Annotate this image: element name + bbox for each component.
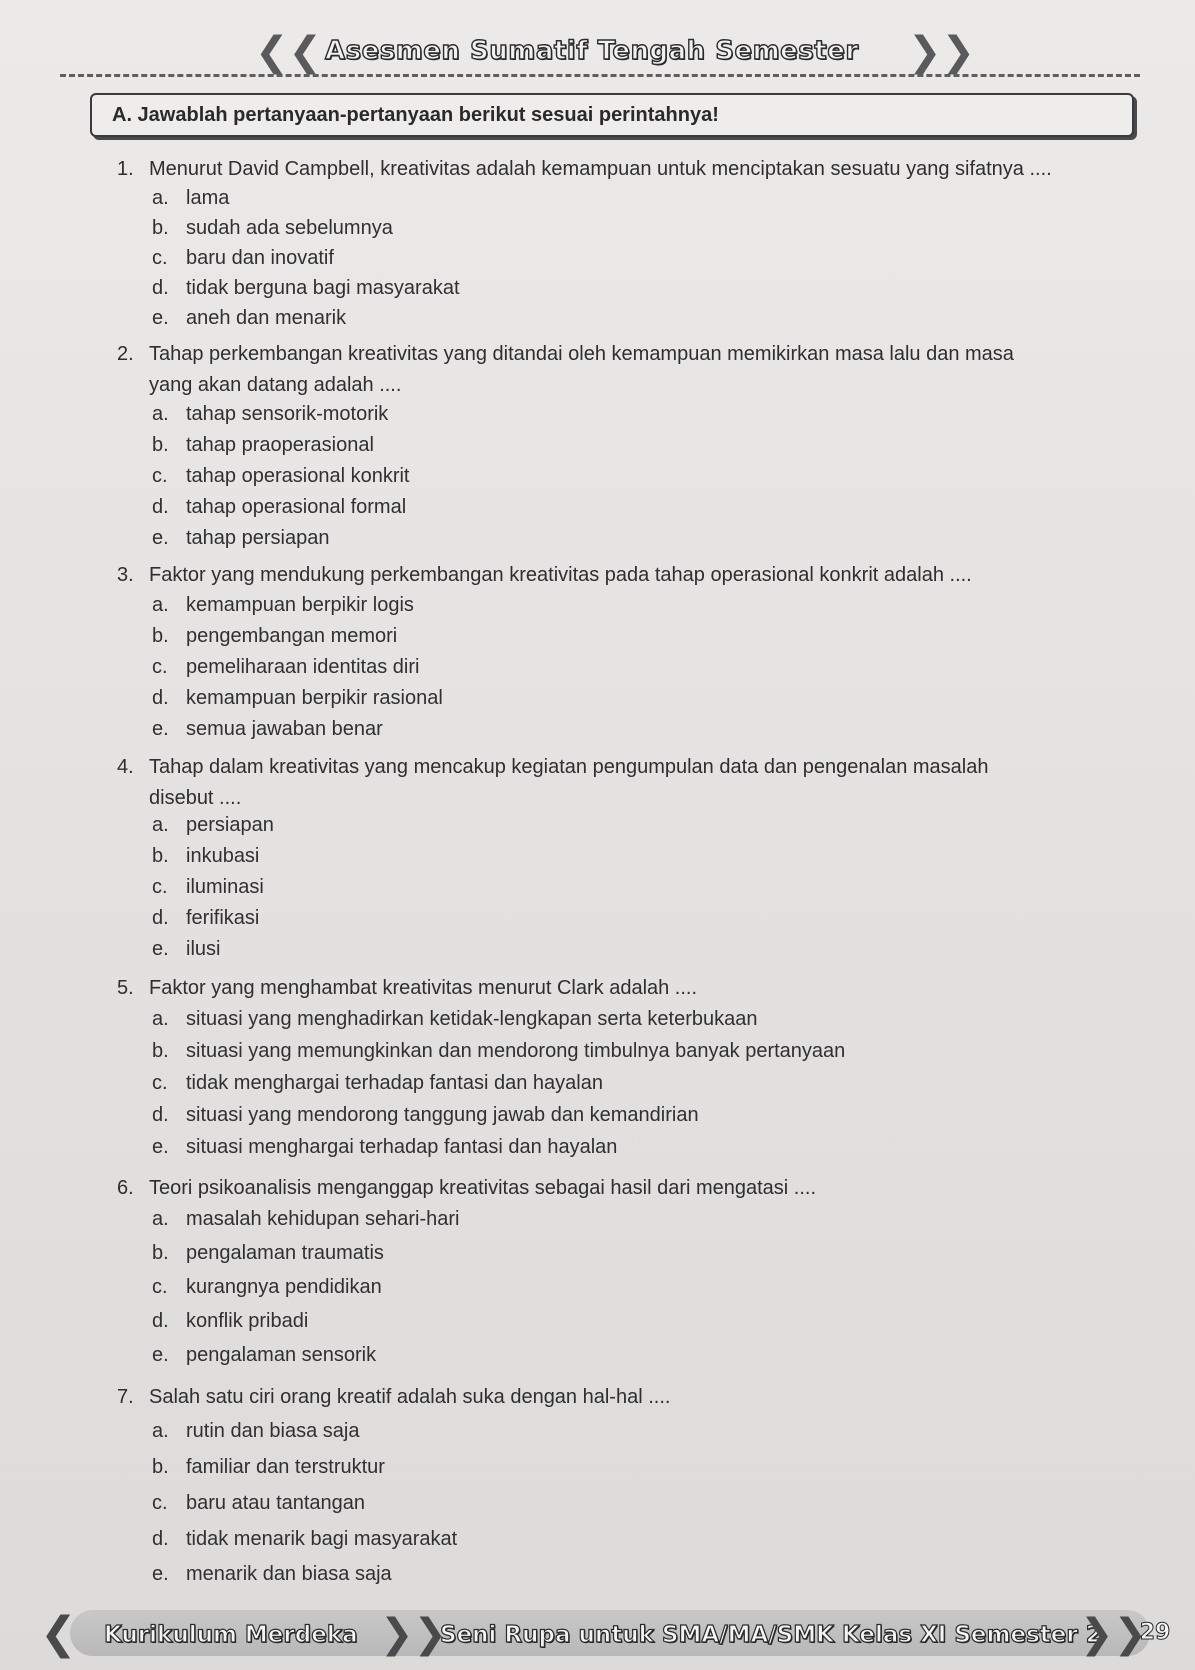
question-number: 7. (117, 1386, 134, 1408)
option-letter: e. (152, 938, 169, 960)
section-instruction-box (90, 93, 1134, 137)
question-number: 5. (117, 977, 134, 999)
page-number: 29 (1139, 1620, 1171, 1645)
option-text: persiapan (186, 814, 274, 836)
option-letter: c. (152, 1276, 168, 1298)
question-number: 6. (117, 1177, 134, 1199)
option-letter: b. (152, 434, 169, 456)
option-letter: c. (152, 1492, 168, 1514)
chevron-left-icon: ❮❮ (255, 29, 323, 75)
option-letter: d. (152, 687, 169, 709)
option-text: tidak menarik bagi masyarakat (186, 1528, 458, 1550)
option-text: tahap persiapan (186, 527, 330, 549)
option-text: masalah kehidupan sehari-hari (186, 1208, 460, 1230)
option-text: situasi yang memungkinkan dan mendorong timbulnya banyak pertanyaan (186, 1040, 846, 1062)
option-letter: b. (152, 1456, 169, 1478)
question-6 (117, 1173, 1167, 1204)
option-letter: a. (152, 814, 169, 836)
option-text: iluminasi (186, 876, 264, 898)
page-title: Asesmen Sumatif Tengah Semester (325, 36, 859, 66)
question-4 (117, 752, 1177, 814)
chevron-left-icon: ❮ (40, 1608, 77, 1659)
question-text: Faktor yang menghambat kreativitas menurut Clark adalah .... (149, 977, 698, 999)
question-text: Tahap perkembangan kreativitas yang ditandai oleh kemampuan memikirkan masa lalu dan masa (149, 343, 1014, 365)
question-text-continued: disebut .... (149, 787, 242, 809)
option-text: baru atau tantangan (186, 1492, 366, 1514)
option-text: rutin dan biasa saja (186, 1420, 360, 1442)
header-divider (60, 74, 1140, 77)
option-text: konflik pribadi (186, 1310, 309, 1332)
option-text: pemeliharaan identitas diri (186, 656, 420, 678)
option-text: situasi yang menghadirkan ketidak-lengkapan serta keterbukaan (186, 1008, 758, 1030)
option-text: tidak menghargai terhadap fantasi dan hayalan (186, 1072, 603, 1094)
option-text: ferifikasi (186, 907, 260, 929)
question-number: 4. (117, 756, 134, 778)
option-letter: d. (152, 907, 169, 929)
option-letter: d. (152, 1310, 169, 1332)
question-number: 3. (117, 564, 134, 586)
option-letter: a. (152, 594, 169, 616)
chevron-right-icon: ❯❯ (380, 1611, 448, 1657)
question-text: Menurut David Campbell, kreativitas adalah kemampuan untuk menciptakan sesuatu yang sifatnya .... (149, 158, 1052, 180)
chevron-right-icon: ❯❯ (1080, 1611, 1148, 1657)
question-text: Tahap dalam kreativitas yang mencakup kegiatan pengumpulan data dan pengenalan masalah (149, 756, 989, 778)
question-number: 2. (117, 343, 134, 365)
option-letter: a. (152, 403, 169, 425)
question-2 (117, 339, 1167, 401)
option-text: tidak berguna bagi masyarakat (186, 277, 460, 299)
question-7 (117, 1382, 1167, 1413)
question-text: Faktor yang mendukung perkembangan kreativitas pada tahap operasional konkrit adalah .... (149, 564, 972, 586)
option-letter: e. (152, 718, 169, 740)
option-letter: b. (152, 1242, 169, 1264)
assessment-title-banner (255, 22, 975, 78)
option-letter: c. (152, 465, 168, 487)
book-title-label: Seni Rupa untuk SMA/MA/SMK Kelas XI Semester 2 (440, 1622, 1102, 1648)
option-text: inkubasi (186, 845, 260, 867)
section-instruction: A. Jawablah pertanyaan-pertanyaan berikut sesuai perintahnya! (112, 104, 719, 126)
question-number: 1. (117, 158, 134, 180)
option-text: aneh dan menarik (186, 307, 347, 329)
option-text: kemampuan berpikir rasional (186, 687, 443, 709)
option-letter: a. (152, 1008, 169, 1030)
question-3 (117, 560, 1167, 591)
option-letter: e. (152, 1563, 169, 1585)
option-text: situasi menghargai terhadap fantasi dan hayalan (186, 1136, 618, 1158)
chevron-right-icon: ❯❯ (907, 29, 975, 75)
question-text: Salah satu ciri orang kreatif adalah suka dengan hal-hal .... (149, 1386, 671, 1408)
question-1 (117, 154, 1157, 185)
option-text: sudah ada sebelumnya (186, 217, 393, 239)
option-text: semua jawaban benar (186, 718, 383, 740)
option-text: situasi yang mendorong tanggung jawab dan kemandirian (186, 1104, 699, 1126)
option-text: tahap operasional formal (186, 496, 407, 518)
question-5 (117, 973, 1167, 1004)
option-text: familiar dan terstruktur (186, 1456, 385, 1478)
page-footer (0, 1610, 1195, 1670)
option-letter: d. (152, 496, 169, 518)
option-letter: a. (152, 187, 169, 209)
option-text: ilusi (186, 938, 221, 960)
option-letter: a. (152, 1420, 169, 1442)
option-text: menarik dan biasa saja (186, 1563, 392, 1585)
option-letter: d. (152, 1104, 169, 1126)
option-text: tahap sensorik-motorik (186, 403, 389, 425)
option-letter: c. (152, 876, 168, 898)
option-letter: e. (152, 527, 169, 549)
option-letter: b. (152, 845, 169, 867)
question-text: Teori psikoanalisis menganggap kreativitas sebagai hasil dari mengatasi .... (149, 1177, 817, 1199)
option-letter: b. (152, 1040, 169, 1062)
option-text: pengalaman traumatis (186, 1242, 384, 1264)
curriculum-label: Kurikulum Merdeka (104, 1622, 358, 1648)
question-text-continued: yang akan datang adalah .... (149, 374, 402, 396)
option-letter: e. (152, 1136, 169, 1158)
option-letter: d. (152, 1528, 169, 1550)
option-letter: b. (152, 625, 169, 647)
option-text: kemampuan berpikir logis (186, 594, 414, 616)
option-letter: d. (152, 277, 169, 299)
option-text: tahap operasional konkrit (186, 465, 410, 487)
option-letter: a. (152, 1208, 169, 1230)
option-letter: e. (152, 1344, 169, 1366)
option-letter: c. (152, 656, 168, 678)
option-letter: c. (152, 247, 168, 269)
option-text: tahap praoperasional (186, 434, 374, 456)
option-text: pengalaman sensorik (186, 1344, 377, 1366)
option-text: lama (186, 187, 230, 209)
option-text: pengembangan memori (186, 625, 398, 647)
option-letter: b. (152, 217, 169, 239)
option-letter: c. (152, 1072, 168, 1094)
option-text: kurangnya pendidikan (186, 1276, 382, 1298)
option-text: baru dan inovatif (186, 247, 334, 269)
option-letter: e. (152, 307, 169, 329)
